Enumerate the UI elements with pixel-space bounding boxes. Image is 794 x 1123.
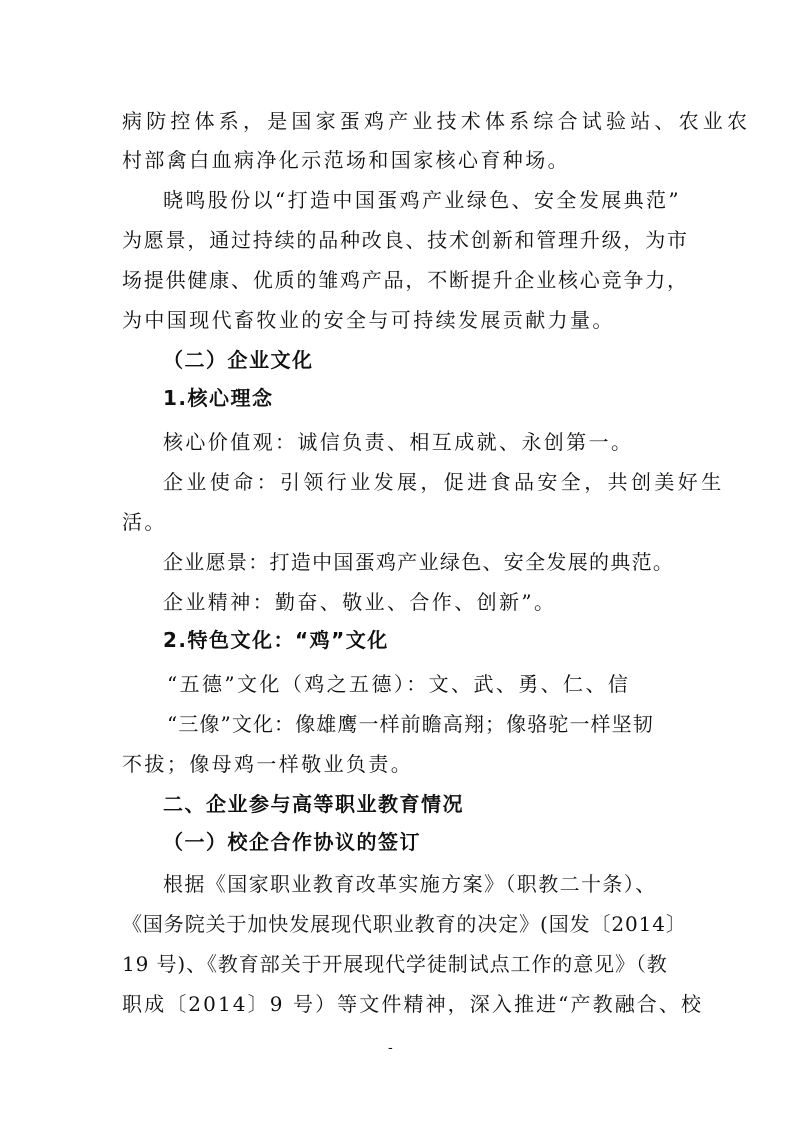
body-text-line: 《国务院关于加快发展现代职业教育的决定》(国发〔2014〕 [122, 912, 687, 936]
body-text-line: 活。 [122, 510, 167, 534]
subsection-heading: 1.核心理念 [163, 386, 274, 410]
body-text-line: 不拔；像母鸡一样敬业负责。 [122, 752, 414, 776]
body-text-line: 场提供健康、优质的雏鸡产品，不断提升企业核心竞争力， [122, 268, 689, 292]
body-text-line: “三像”文化：像雄鹰一样前瞻高翔；像骆驼一样坚韧 [167, 712, 654, 736]
body-text-line: 为愿景，通过持续的品种改良、技术创新和管理升级，为市 [122, 228, 689, 252]
body-text-line: 企业使命：引领行业发展，促进食品安全，共创美好生 [163, 470, 725, 494]
section-heading: （一）校企合作协议的签订 [163, 830, 421, 854]
body-text-line: 企业精神：勤奋、敬业、合作、创新”。 [163, 590, 557, 614]
chapter-heading: 二、企业参与高等职业教育情况 [163, 792, 464, 816]
body-text-line: 为中国现代畜牧业的安全与可持续发展贡献力量。 [122, 308, 615, 332]
body-text-line: 晓鸣股份以“打造中国蛋鸡产业绿色、安全发展典范” [163, 188, 682, 212]
section-heading: （二）企业文化 [163, 348, 314, 372]
subsection-heading: 2.特色文化：“鸡”文化 [163, 628, 389, 652]
body-text-line: 企业愿景：打造中国蛋鸡产业绿色、安全发展的典范。 [163, 550, 675, 574]
body-text-line: 根据《国家职业教育改革实施方案》（职教二十条）、 [163, 872, 657, 896]
page-number: - [388, 1040, 393, 1056]
body-text-line: 核心价值观：诚信负责、相互成就、永创第一。 [163, 430, 634, 454]
body-text-line: 病防控体系，是国家蛋鸡产业技术体系综合试验站、农业农 [122, 109, 752, 133]
body-text-line: “五德”文化（鸡之五德）：文、武、勇、仁、信 [167, 672, 631, 696]
body-text-line: 19 号)、《教育部关于开展现代学徒制试点工作的意见》（教 [122, 952, 668, 976]
body-text-line: 职成〔2014〕9 号）等文件精神，深入推进“产教融合、校 [122, 992, 704, 1016]
body-text-line: 村部禽白血病净化示范场和国家核心育种场。 [122, 148, 570, 172]
